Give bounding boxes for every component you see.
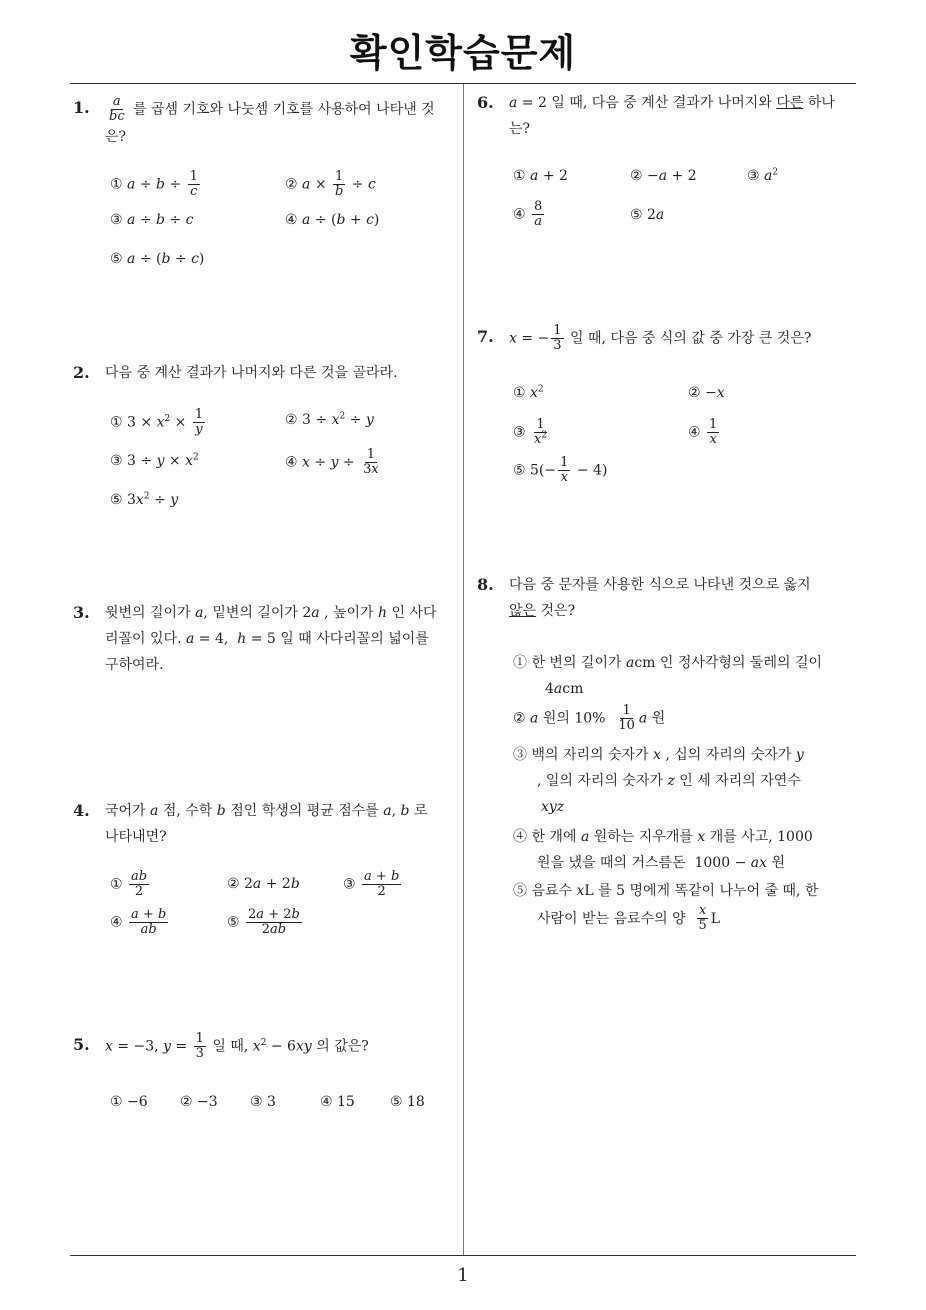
question-number: 4. [73,801,90,820]
q7-option-1[interactable]: ① $x^2$ [513,384,544,401]
question-1 [73,95,458,150]
question-text: 국어가 a 점, 수학 b 점인 학생의 평균 점수를 a, b 로 나타내면? [105,803,428,845]
question-text: x = −3, y = $\frac{1}{3}$ 일 때, $x^2 - 6xy$ 의 값은? [105,1031,369,1061]
question-5 [73,1032,463,1061]
q5-option-3[interactable]: ③ 3 [250,1094,276,1110]
q4-option-2[interactable]: ② 2a + 2b [227,876,300,892]
column-divider [463,84,464,1256]
question-number: 3. [73,603,90,622]
q7-option-3[interactable]: ③ $\frac{1}{x^2}$ [513,417,548,447]
question-7 [477,324,862,353]
q4-option-1[interactable]: ① $\frac{ab}{2}$ [110,869,148,899]
q5-option-5[interactable]: ⑤ 18 [390,1094,425,1110]
question-number: 2. [73,363,90,382]
question-number: 7. [477,327,494,346]
q2-option-1[interactable]: ① $3 \times x^2$ × $\frac{1}{y}$ [110,407,204,437]
question-text: 다음 중 계산 결과가 나머지와 다른 것을 골라라. [105,365,398,381]
q6-option-5[interactable]: ⑤ 2a [630,207,665,223]
q6-option-1[interactable]: ① a + 2 [513,168,568,184]
q2-option-4[interactable]: ④ x ÷ y ÷ $\frac{1}{3x}$ [285,447,379,477]
question-text: x = − $\frac{1}{3}$ 일 때, 다음 중 식의 값 중 가장 큰 것은? [509,323,812,353]
q4-option-4[interactable]: ④ $\frac{a + b}{ab}$ [110,907,167,937]
q7-option-5[interactable]: ⑤ 5(− $\frac{1}{x}$ − 4) [513,455,608,485]
bottom-rule [70,1255,856,1256]
question-number: 6. [477,93,494,112]
q8-option-4[interactable]: ④ 한 개에 a 원하는 지우개를 x 개를 사고, 1000 원을 냈을 때의 거스름돈 1000 − ax 원 [513,829,813,871]
question-4 [73,798,463,850]
q2-option-2[interactable]: ② $3 \div x^2 \div y$ [285,411,374,428]
q6-option-4[interactable]: ④ $\frac{8}{a}$ [513,199,543,229]
q8-option-5[interactable]: ⑤ 음료수 xL 를 5 명에게 똑같이 나누어 줄 때, 한 사람이 받는 음료수의 양 $\frac{x}{5}$ L [513,883,819,933]
q7-option-4[interactable]: ④ $\frac{1}{x}$ [688,417,718,447]
q2-option-5[interactable]: ⑤ $3x^2 \div y$ [110,491,179,508]
q1-option-2[interactable]: ② a × $\frac{1}{b}$ ÷ c [285,169,376,199]
fraction: $\frac{a}{bc}$ [109,94,125,124]
page-title: 확인학습문제 [349,31,577,75]
q4-option-5[interactable]: ⑤ $\frac{2a + 2b}{2ab}$ [227,907,300,937]
q6-option-2[interactable]: ② −a + 2 [630,168,697,184]
q4-option-3[interactable]: ③ $\frac{a + b}{2}$ [343,869,400,899]
q8-option-2[interactable]: ② a 원의 10% $\frac{1}{10}$ a 원 [513,703,666,733]
question-text: a = 2 일 때, 다음 중 계산 결과가 나머지와 다른 하나 는? [509,95,835,137]
q6-option-3[interactable]: ③ $a^2$ [747,167,779,184]
question-text: $\frac{a}{bc}$ 를 곱셈 기호와 나눗셈 기호를 사용하여 나타낸 것 은? [105,94,435,145]
q5-option-1[interactable]: ① −6 [110,1094,148,1110]
question-6 [477,90,862,142]
question-8 [477,572,867,933]
q1-option-1[interactable]: ① a ÷ b ÷ $\frac{1}{c}$ [110,169,198,199]
q1-option-4[interactable]: ④ a ÷ (b + c) [285,212,380,228]
q1-option-3[interactable]: ③ a ÷ b ÷ c [110,212,194,228]
q5-option-4[interactable]: ④ 15 [320,1094,355,1110]
q1-option-5[interactable]: ⑤ a ÷ (b ÷ c) [110,251,205,267]
q8-option-3[interactable]: ③ 백의 자리의 숫자가 x , 십의 자리의 숫자가 y , 일의 자리의 숫자가 z 인 세 자리의 자연수 xyz [513,747,804,815]
question-number: 1. [73,98,90,117]
question-2 [73,360,458,386]
q5-option-2[interactable]: ② −3 [180,1094,218,1110]
page-number: 1 [457,1265,469,1286]
question-number: 5. [73,1035,90,1054]
question-number: 8. [477,575,494,594]
q2-option-3[interactable]: ③ $3 \div y \times x^2$ [110,452,199,469]
question-text: 다음 중 문자를 사용한 식으로 나타낸 것으로 옳지 않은 것은? [509,577,811,619]
q7-option-2[interactable]: ② −x [688,385,725,401]
question-text: 윗변의 길이가 a, 밑변의 길이가 2a , 높이가 h 인 사다 리꼴이 있다. a = 4, h = 5 일 때 사다리꼴의 넓이를 구하여라. [105,605,437,673]
question-3 [73,600,463,678]
q8-option-1[interactable]: ① 한 변의 길이가 acm 인 정사각형의 둘레의 길이 4acm [513,655,823,697]
